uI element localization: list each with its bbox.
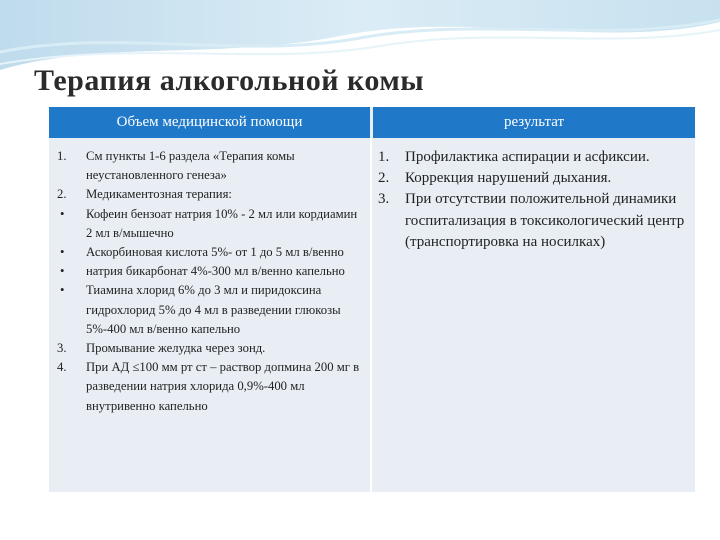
list-item-text: Кофеин бензоат натрия 10% - 2 мл или кордиамин 2 мл в/мышечно [86,206,358,240]
list-item [52,185,364,204]
list-item [378,189,690,253]
bullet-marker: • [60,283,65,298]
bullet-marker: • [60,264,65,279]
list-item-text: Профилактика аспирации и асфиксии. [405,149,650,165]
bullet-marker: • [60,206,65,221]
header-medical-care-volume: Объем медицинской помощи [49,107,370,138]
list-item [52,205,364,243]
list-marker: 2. [57,187,67,202]
list-marker: 2. [378,170,390,187]
list-item-text: натрия бикарбонат 4%-300 мл в/венно капельно [86,264,345,279]
list-item-text: Тиамина хлорид 6% до 3 мл и пиридоксина гидрохлорид 5% до 4 мл в разведении глюкозы 5%-400 мл в/венно капельно [86,283,341,336]
list-item [52,243,364,262]
list-item-text: См пункты 1-6 раздела «Терапия комы неустановленного генеза» [86,149,295,183]
list-item [378,147,690,168]
list-marker: 1. [378,149,390,165]
list-marker: 4. [57,360,67,375]
list-item [378,168,690,189]
list-item-text: При АД ≤100 мм рт ст – раствор допмина 200 мг в разведении натрия хлорида 0,9%-400 мл внутривенно капельно [86,360,360,413]
result-list [378,147,690,253]
list-marker: 1. [57,149,67,163]
list-item [52,147,364,185]
list-marker: 3. [378,191,390,208]
list-item [52,281,364,339]
list-item-text: Аскорбиновая кислота 5%- от 1 до 5 мл в/венно [86,245,344,260]
bullet-marker: • [60,245,65,260]
list-item-text: При отсутствии положительной динамики госпитализация в токсикологический центр (транспортировка на носилках) [405,191,685,250]
list-item-text: Промывание желудка через зонд. [86,341,266,356]
list-item-text: Коррекция нарушений дыхания. [405,170,612,187]
list-item [52,358,364,416]
list-marker: 3. [57,341,67,356]
list-item-text: Медикаментозная терапия: [86,187,232,202]
column-divider [370,138,372,492]
medical-care-list [52,147,364,416]
list-item [52,339,364,358]
list-item [52,262,364,281]
header-result: результат [373,107,695,138]
slide-title: Терапия алкогольной комы [34,64,425,97]
